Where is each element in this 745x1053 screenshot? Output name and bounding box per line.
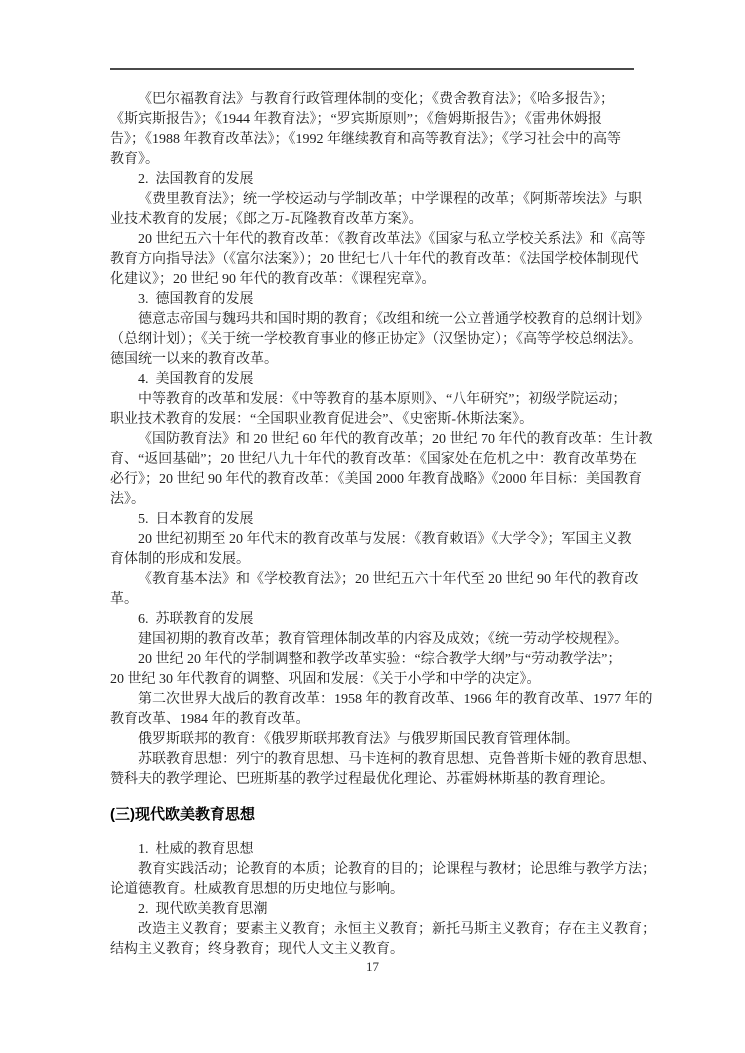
text-line: 必行》；20 世纪 90 年代的教育改革：《美国 2000 年教育战略》《2000 年目标：美国教育 (110, 472, 642, 487)
page-number: 17 (366, 959, 379, 974)
text-line: 教育实践活动；论教育的本质；论教育的目的；论课程与教材；论思维与教学方法； (138, 862, 656, 877)
text-line: 20 世纪五六十年代的教育改革：《教育改革法》《国家与私立学校关系法》和《高等 (138, 232, 646, 247)
text-line: 赞科夫的教学理论、巴班斯基的教学过程最优化理论、苏霍姆林斯基的教育理论。 (110, 772, 614, 787)
text-line: 中等教育的改革和发展：《中等教育的基本原则》、“八年研究”；初级学院运动； (138, 392, 627, 407)
text-line: 1. 杜威的教育思想 (138, 842, 254, 857)
header-rule (110, 68, 634, 70)
text-line: （总纲计划）；《关于统一学校教育事业的修正协定》（汉堡协定）；《高等学校总纲法》。 (110, 332, 642, 347)
text-line: 教育方向指导法》（《富尔法案》）；20 世纪七八十年代的教育改革：《法国学校体制现代 (110, 252, 639, 267)
document-body (110, 90, 670, 960)
text-line: 育体制的形成和发展。 (110, 552, 250, 567)
text-line: 6. 苏联教育的发展 (138, 612, 254, 627)
text-line: 20 世纪 30 年代教育的调整、巩固和发展：《关于小学和中学的决定》。 (110, 672, 541, 687)
text-line: 《斯宾斯报告》；《1944 年教育法》；“罗宾斯原则”；《詹姆斯报告》；《雷弗休姆报 (110, 112, 602, 127)
text-line: 育、“返回基础”；20 世纪八九十年代的教育改革：《国家处在危机之中：教育改革势在 (110, 452, 637, 467)
text-line: 改造主义教育；要素主义教育；永恒主义教育；新托马斯主义教育；存在主义教育； (138, 922, 656, 937)
text-line: 2. 法国教育的发展 (138, 172, 254, 187)
text-line: 教育改革、1984 年的教育改革。 (110, 712, 310, 727)
text-line: 教育》。 (110, 152, 159, 167)
text-line: 业技术教育的发展；《郎之万-瓦隆教育改革方案》。 (110, 212, 423, 227)
text-line: 告》；《1988 年教育改革法》；《1992 年继续教育和高等教育法》；《学习社会中的高等 (110, 132, 621, 147)
text-line: 20 世纪 20 年代的学制调整和教学改革实验：“综合教学大纲”与“劳动教学法”； (138, 652, 622, 667)
text-line: 俄罗斯联邦的教育：《俄罗斯联邦教育法》与俄罗斯国民教育管理体制。 (138, 732, 579, 747)
text-line: 《国防教育法》和 20 世纪 60 年代的教育改革；20 世纪 70 年代的教育改革：生计教 (138, 432, 653, 447)
text-line: 2. 现代欧美教育思潮 (138, 902, 268, 917)
text-line: 结构主义教育；终身教育；现代人文主义教育。 (110, 942, 404, 957)
text-line: 德国统一以来的教育改革。 (110, 352, 278, 367)
text-line: 《费里教育法》；统一学校运动与学制改革；中学课程的改革；《阿斯蒂埃法》与职 (138, 192, 642, 207)
text-line: 《巴尔福教育法》与教育行政管理体制的变化；《费舍教育法》；《哈多报告》； (138, 92, 614, 107)
text-line: 苏联教育思想：列宁的教育思想、马卡连柯的教育思想、克鲁普斯卡娅的教育思想、 (138, 752, 656, 767)
text-line: 《教育基本法》和《学校教育法》；20 世纪五六十年代至 20 世纪 90 年代的教育改 (138, 572, 639, 587)
text-line: 3. 德国教育的发展 (138, 292, 254, 307)
text-line: 论道德教育。杜威教育思想的历史地位与影响。 (110, 882, 404, 897)
text-line: 5. 日本教育的发展 (138, 512, 254, 527)
text-line: 4. 美国教育的发展 (138, 372, 254, 387)
text-line: 第二次世界大战后的教育改革：1958 年的教育改革、1966 年的教育改革、1977 年的 (138, 692, 653, 707)
text-line: 革。 (110, 592, 138, 607)
text-line: 化建议》；20 世纪 90 年代的教育改革：《课程宪章》。 (110, 272, 436, 287)
text-line: 职业技术教育的发展：“全国职业教育促进会”、《史密斯-休斯法案》。 (110, 412, 534, 427)
section-heading: (三)现代欧美教育思想 (110, 806, 255, 823)
text-line: 建国初期的教育改革；教育管理体制改革的内容及成效；《统一劳动学校规程》。 (138, 632, 628, 647)
text-line: 法》。 (110, 492, 145, 507)
text-line: 德意志帝国与魏玛共和国时期的教育；《改组和统一公立普通学校教育的总纲计划》 (138, 312, 649, 327)
text-line: 20 世纪初期至 20 年代末的教育改革与发展：《教育敕语》《大学令》；军国主义教 (138, 532, 632, 547)
